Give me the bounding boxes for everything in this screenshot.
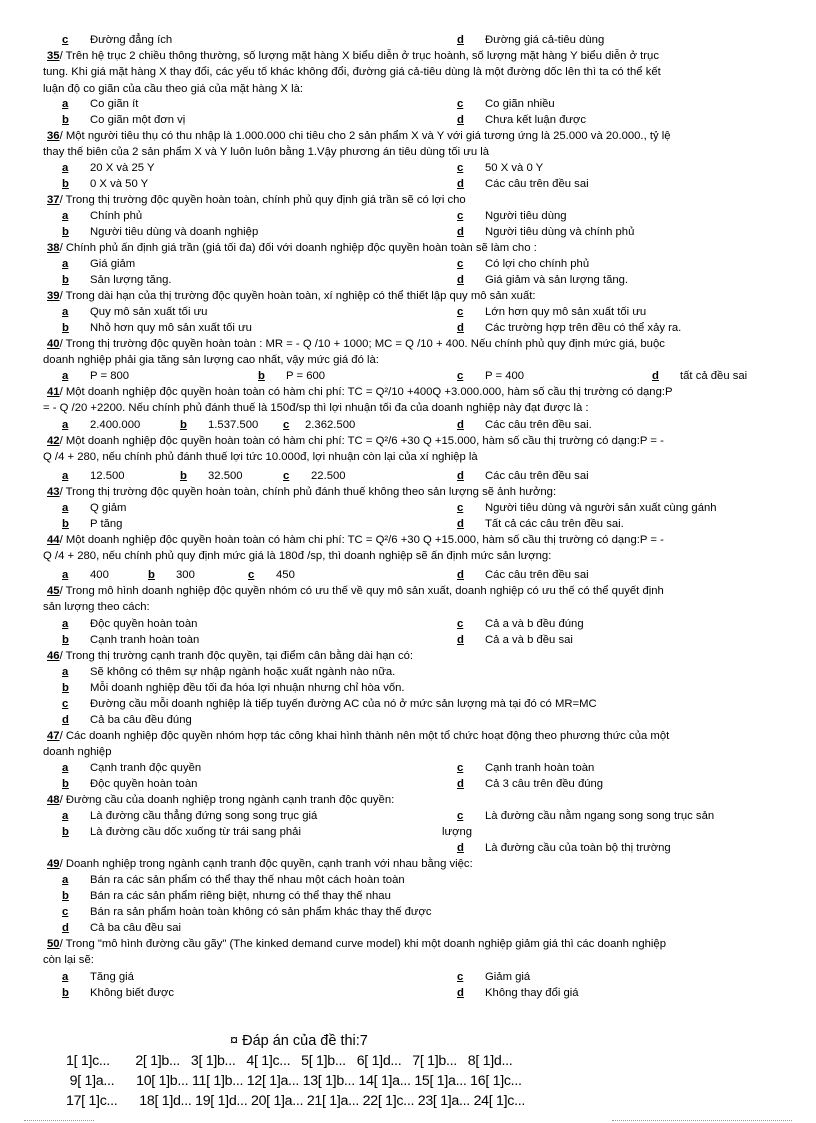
option-b: b P tăng	[62, 518, 123, 530]
option-a: a 2.400.000	[62, 419, 141, 431]
option-b: b 300	[148, 569, 195, 581]
option-b: b Co giãn một đơn vị	[62, 114, 186, 126]
option-c: c Bán ra sản phẩm hoàn toàn không có sản phẩm khác thay thế được	[62, 906, 432, 918]
option-b: b Người tiêu dùng và doanh nghiệp	[62, 226, 259, 238]
option-b: b 0 X và 50 Y	[62, 178, 149, 190]
option-b: b Sản lượng tăng.	[62, 274, 172, 286]
option-a: a Bán ra các sản phẩm có thể thay thế nhau một cách hoàn toàn	[62, 874, 405, 886]
option-d: d Cả ba câu đều đúng	[62, 714, 192, 726]
option-b: b P = 600	[258, 370, 326, 382]
option-d: d Các câu trên đều sai	[457, 470, 589, 482]
option-c: c Đường đẳng ích	[62, 34, 173, 46]
option-b: b Không biết được	[62, 987, 175, 999]
option-b: b Bán ra các sản phẩm riêng biệt, nhưng có thể thay thế nhau	[62, 890, 391, 902]
option-c: c 50 X và 0 Y	[457, 162, 544, 174]
question-36: 36/ Một người tiêu thụ có thu nhập là 1.000.000 chi tiêu cho 2 sản phẩm X và Y với giá tương ứng là 25.000 và 20.000., tỷ lệ thay thế biên của 2 sản phẩm X và Y luôn luôn bằng 1.Vậy phương án tiêu dùng tối ưu là	[43, 130, 671, 159]
option-c: c Cạnh tranh hoàn toàn	[457, 762, 595, 774]
option-b: b 1.537.500	[180, 419, 259, 431]
option-c: c Người tiêu dùng	[457, 210, 567, 222]
answer-key-row: 1[ 1]c... 2[ 1]b... 3[ 1]b... 4[ 1]c... 5[ 1]b... 6[ 1]d... 7[ 1]b... 8[ 1]d...	[66, 1053, 513, 1069]
question-45: 45/ Trong mô hình doanh nghiệp độc quyền nhóm có ưu thế về quy mô sản xuất, doanh nghiệp có ưu thế có thể quyết định sản lượng theo cách:	[43, 585, 664, 614]
answer-key-row: 9[ 1]a... 10[ 1]b... 11[ 1]b... 12[ 1]a... 13[ 1]b... 14[ 1]a... 15[ 1]a... 16[ 1]c...	[66, 1073, 522, 1089]
footer-divider	[24, 1120, 94, 1121]
question-39: 39/ Trong dài hạn của thị trường độc quyền hoàn toàn, xí nghiệp có thể thiết lập quy mô sản xuất:	[47, 290, 536, 302]
option-a: a Tăng giá	[62, 971, 134, 983]
option-a: a Co giãn ít	[62, 98, 139, 110]
question-41: 41/ Một doanh nghiệp độc quyền hoàn toàn có hàm chi phí: TC = Q²/10 +400Q +3.000.000, hàm số cầu thị trường có dạng:P = - Q /20 +2200. Nếu chính phủ đánh thuế là 150đ/sp thì lợi nhuận tối đa của doanh nghiệp này đạt được là :	[43, 386, 673, 415]
option-a: a Giá giảm	[62, 258, 136, 270]
option-d: d Là đường cầu của toàn bộ thị trường	[457, 842, 671, 854]
option-d: d Các câu trên đều sai.	[457, 419, 592, 431]
question-40: 40/ Trong thị trường độc quyền hoàn toàn : MR = - Q /10 + 1000; MC = Q /10 + 400. Nếu chính phủ quy định mức giá, buộc doanh nghiệp phải gia tăng sản lượng cao nhất, vậy mức giá đó là:	[43, 338, 665, 367]
option-b: b 32.500	[180, 470, 243, 482]
option-c: c Giảm giá	[457, 971, 531, 983]
option-d: d Các trường hợp trên đều có thể xảy ra.	[457, 322, 682, 334]
footer-divider	[612, 1120, 792, 1121]
question-35: 35/ Trên hệ trục 2 chiều thông thường, số lượng mặt hàng X biểu diễn ở trục hoành, số lượng mặt hàng Y biểu diễn ở trục tung. Khi giá mặt hàng X thay đổi, các yếu tố khác không đổi, đường giá cả-tiêu dùng là một đường dốc lên thì ta có thể kết luận độ co giãn của cầu theo giá của mặt hàng X là:	[43, 50, 661, 95]
question-38: 38/ Chính phủ ấn định giá trần (giá tối đa) đối với doanh nghiệp độc quyền hoàn toàn sẽ làm cho :	[47, 242, 537, 254]
option-a: a 400	[62, 569, 109, 581]
option-a: a Cạnh tranh độc quyền	[62, 762, 202, 774]
option-b: b Nhỏ hơn quy mô sản xuất tối ưu	[62, 322, 252, 334]
option-c: c Cả a và b đều đúng	[457, 618, 584, 630]
option-c-continued: lượng	[442, 826, 473, 838]
option-d: d Đường giá cả-tiêu dùng	[457, 34, 605, 46]
option-d: d Các câu trên đều sai	[457, 178, 589, 190]
option-d: d Tất cả các câu trên đều sai.	[457, 518, 624, 530]
question-42: 42/ Một doanh nghiệp độc quyền hoàn toàn có hàm chi phí: TC = Q²/6 +30 Q +15.000, hàm số cầu thị trường có dạng:P = - Q /4 + 280, nếu chính phủ đánh thuế lợi tức 10.000đ, lợi nhuận còn lại của xí nghiệp là	[43, 435, 664, 464]
option-c: c 450	[248, 569, 295, 581]
option-c: c Có lợi cho chính phủ	[457, 258, 590, 270]
option-d: d Chưa kết luận được	[457, 114, 587, 126]
option-d: d Cả 3 câu trên đều đúng	[457, 778, 604, 790]
option-a: a P = 800	[62, 370, 130, 382]
question-43: 43/ Trong thị trường độc quyền hoàn toàn, chính phủ đánh thuế không theo sản lượng sẽ ảnh hưởng:	[47, 486, 557, 498]
question-46: 46/ Trong thị trường cạnh tranh độc quyền, tại điểm cân bằng dài hạn có:	[47, 650, 414, 662]
option-d: d tất cả đều sai	[652, 370, 748, 382]
option-a: a Độc quyền hoàn toàn	[62, 618, 198, 630]
option-a: a Là đường cầu thẳng đứng song song trục giá	[62, 810, 318, 822]
question-37: 37/ Trong thị trường độc quyền hoàn toàn, chính phủ quy định giá trần sẽ có lợi cho	[47, 194, 466, 206]
option-d: d Các câu trên đều sai	[457, 569, 589, 581]
option-a: a Quy mô sản xuất tối ưu	[62, 306, 208, 318]
question-44: 44/ Một doanh nghiệp độc quyền hoàn toàn có hàm chi phí: TC = Q²/6 +30 Q +15.000, hàm số cầu thị trường có dạng:P = - Q /4 + 280, nếu chính phủ quy định mức giá là 180đ /sp, thì doanh nghiệp sẽ ấn định mức sản lượng:	[43, 534, 664, 563]
option-d: d Không thay đổi giá	[457, 987, 579, 999]
option-a: a 20 X và 25 Y	[62, 162, 155, 174]
option-a: a Sẽ không có thêm sự nhập ngành hoặc xuất ngành nào nữa.	[62, 666, 396, 678]
option-d: d Người tiêu dùng và chính phủ	[457, 226, 635, 238]
question-48: 48/ Đường cầu của doanh nghiệp trong ngành cạnh tranh độc quyền:	[47, 794, 395, 806]
option-b: b Mỗi doanh nghiệp đều tối đa hóa lợi nhuận nhưng chỉ hòa vốn.	[62, 682, 405, 694]
option-b: b Cạnh tranh hoàn toàn	[62, 634, 200, 646]
option-c: c 2.362.500	[283, 419, 356, 431]
option-b: b Là đường cầu dốc xuống từ trái sang phải	[62, 826, 301, 838]
option-b: b Độc quyền hoàn toàn	[62, 778, 198, 790]
option-c: c Là đường cầu nằm ngang song song trục sản	[457, 810, 715, 822]
option-d: d Cả ba câu đều sai	[62, 922, 182, 934]
option-c: c P = 400	[457, 370, 525, 382]
option-c: c Co giãn nhiều	[457, 98, 555, 110]
question-50: 50/ Trong "mô hình đường cầu gãy" (The kinked demand curve model) khi một doanh nghiệp giảm giá thì các doanh nghiệp còn lại sẽ:	[43, 938, 666, 967]
option-c: c Đường cầu mỗi doanh nghiệp là tiếp tuyến đường AC của nó ở mức sản lượng mà tại đó có MR=MC	[62, 698, 597, 710]
option-d: d Cả a và b đều sai	[457, 634, 573, 646]
option-c: c Người tiêu dùng và người sản xuất cùng gánh	[457, 502, 717, 514]
option-c: c 22.500	[283, 470, 346, 482]
option-a: a Chính phủ	[62, 210, 143, 222]
question-49: 49/ Doanh nghiệp trong ngành cạnh tranh độc quyền, cạnh tranh với nhau bằng việc:	[47, 858, 473, 870]
answer-key-title: ¤ Đáp án của đề thi:7	[230, 1033, 368, 1049]
answer-key-row: 17[ 1]c... 18[ 1]d... 19[ 1]d... 20[ 1]a... 21[ 1]a... 22[ 1]c... 23[ 1]a... 24[ 1]c...	[66, 1093, 526, 1109]
option-a: a Q giảm	[62, 502, 127, 514]
option-c: c Lớn hơn quy mô sản xuất tối ưu	[457, 306, 647, 318]
option-a: a 12.500	[62, 470, 125, 482]
option-d: d Giá giảm và sản lượng tăng.	[457, 274, 629, 286]
question-47: 47/ Các doanh nghiệp độc quyền nhóm hợp tác công khai hình thành nên một tổ chức hoạt động theo phương thức của một doanh nghiệp	[43, 730, 670, 759]
